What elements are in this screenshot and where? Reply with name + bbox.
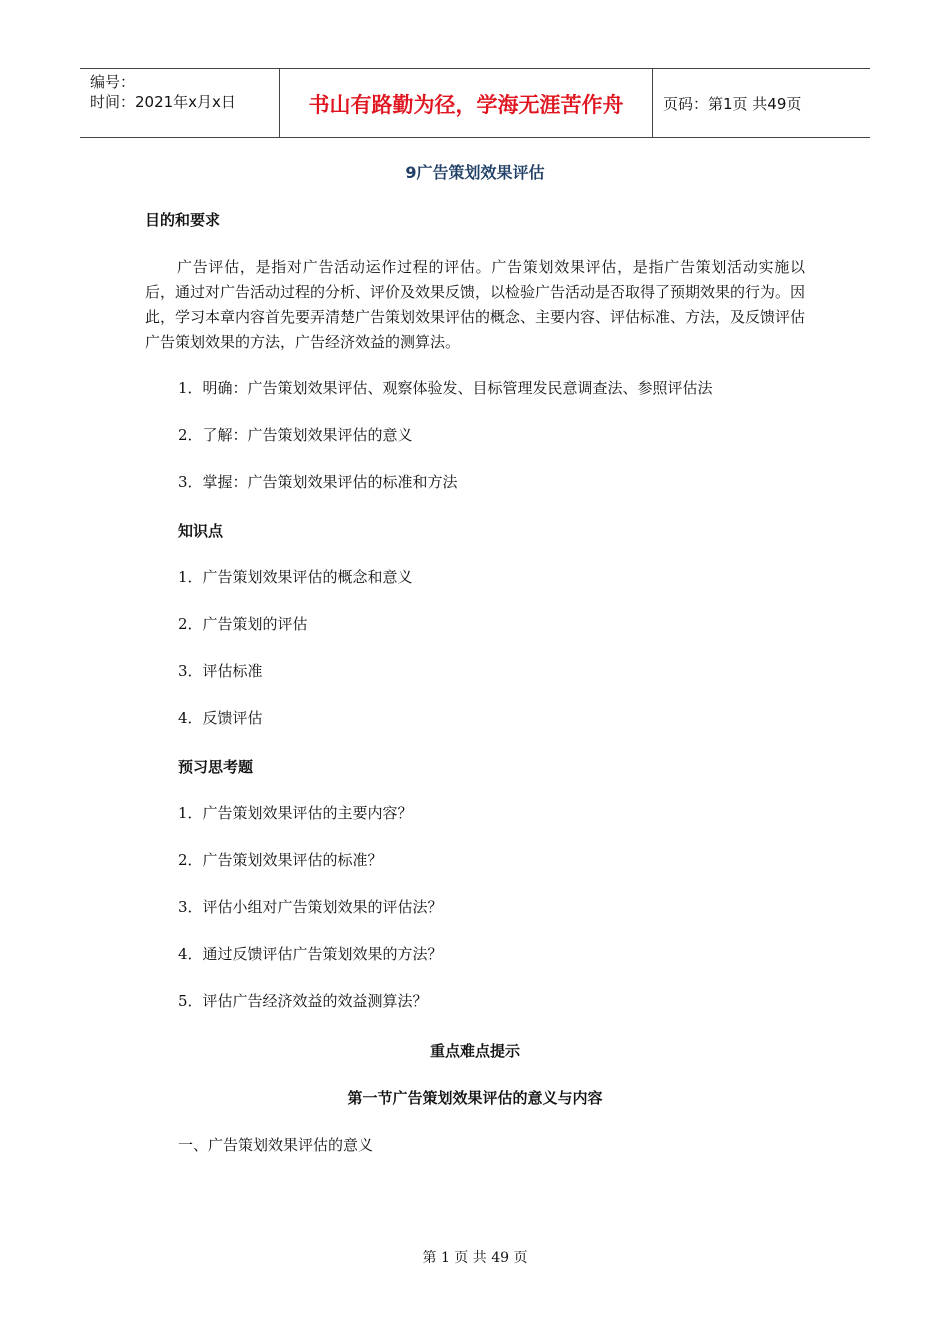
knowledge-item: 1．广告策划效果评估的概念和意义: [178, 568, 413, 586]
header-motto: 书山有路勤为径，学海无涯苦作舟: [280, 69, 653, 137]
page-footer: 第 1 页 共 49 页: [422, 1250, 528, 1266]
objectives-paragraph: 广告评估，是指对广告活动运作过程的评估。广告策划效果评估，是指广告策划活动实施以后，通过对广告活动过程的分析、评价及效果反馈，以检验广告活动是否取得了预期效果的行为。因此，学习本章内容首先要弄清楚广告策划效果评估的概念、主要内容、评估标准、方法，及反馈评估广告策划效果的方法，广告经济效益的测算法。: [145, 258, 806, 351]
subsection-title: 一、广告策划效果评估的意义: [178, 1136, 374, 1154]
header-meta: [80, 69, 280, 137]
question-item: 2．广告策划效果评估的标准？: [178, 851, 383, 869]
question-item: 5．评估广告经济效益的效益测算法？: [178, 992, 428, 1010]
knowledge-item: 2．广告策划的评估: [178, 615, 308, 633]
question-item: 3．评估小组对广告策划效果的评估法？: [178, 898, 443, 916]
header-table: [80, 68, 870, 138]
header-page-info: 页码：第1页 共49页: [663, 94, 802, 113]
knowledge-heading: 知识点: [178, 522, 224, 540]
question-item: 4．通过反馈评估广告策划效果的方法？: [178, 945, 443, 963]
knowledge-item: 3．评估标准: [178, 662, 263, 680]
question-item: 1．广告策划效果评估的主要内容？: [178, 804, 413, 822]
questions-heading: 预习思考题: [178, 758, 254, 776]
objective-item: 2．了解：广告策划效果评估的意义: [178, 426, 413, 444]
key-points-heading: 重点难点提示: [429, 1042, 520, 1060]
knowledge-item: 4．反馈评估: [178, 709, 263, 727]
section-title: 第一节广告策划效果评估的意义与内容: [347, 1089, 603, 1107]
document-title: 9广告策划效果评估: [405, 163, 545, 182]
objective-item: 3．掌握：广告策划效果评估的标准和方法: [178, 473, 458, 491]
objectives-heading: 目的和要求: [145, 211, 221, 229]
document-number-label: 编号：: [90, 73, 136, 91]
document-date-label: 时间：2021年x月x日: [90, 93, 236, 111]
objective-item: 1．明确：广告策划效果评估、观察体验发、目标管理发民意调查法、参照评估法: [178, 379, 713, 397]
